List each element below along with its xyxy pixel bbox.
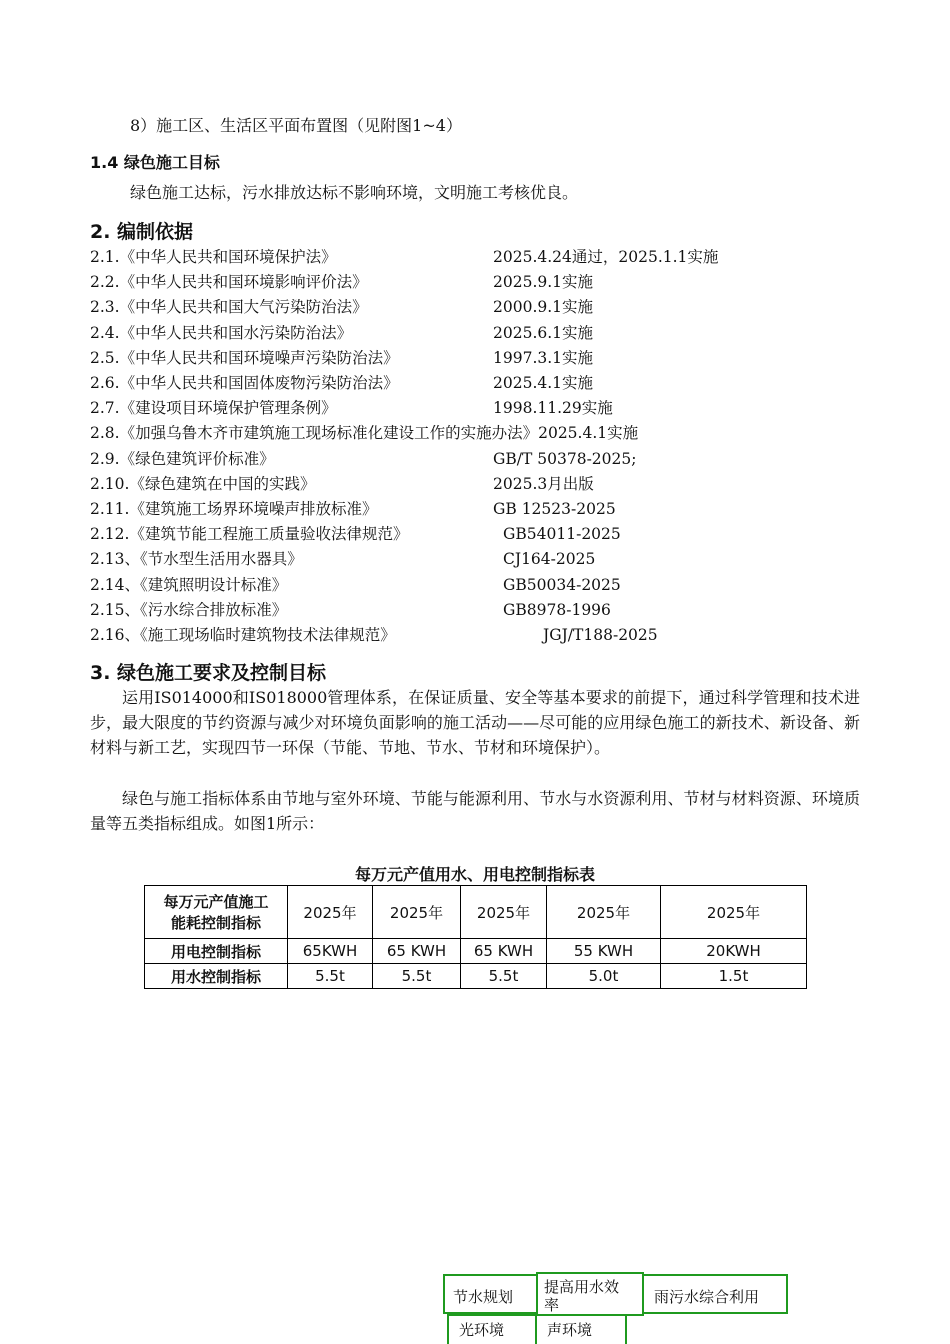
table-cell: 5.5t (461, 964, 547, 989)
reference-title: 《中华人民共和国环境保护法》 (119, 248, 337, 266)
table-cell: 65 KWH (373, 939, 461, 964)
reference-note: 2025.3月出版 (493, 475, 594, 493)
reference-title: 《节水型生活用水器具》 (140, 550, 303, 568)
diagram-box-label: 雨污水综合利用 (654, 1288, 760, 1306)
table-header-year: 2025年 (373, 886, 461, 939)
table-header-row (145, 886, 807, 939)
table-header-label-line2: 能耗控制指标 (170, 914, 261, 932)
reference-item (90, 573, 621, 598)
table-cell: 5.5t (288, 964, 373, 989)
reference-title: 《中华人民共和国环境影响评价法》 (119, 273, 368, 291)
reference-note: GB50034-2025 (503, 576, 621, 594)
reference-note: GB/T 50378-2025; (493, 450, 637, 468)
diagram-box-light (447, 1314, 539, 1344)
reference-number: 2.12. (90, 525, 130, 543)
reference-title: 《中华人民共和国大气污染防治法》 (119, 298, 368, 316)
reference-item (90, 623, 658, 648)
reference-title: 《建设项目环境保护管理条例》 (119, 399, 337, 417)
table-row-electricity (145, 939, 807, 964)
reference-note: 2025.4.24通过，2025.1.1实施 (493, 248, 719, 266)
diagram-box-efficiency (536, 1272, 644, 1316)
reference-number: 2.7. (90, 399, 120, 417)
reference-number: 2.1. (90, 248, 120, 266)
reference-item (90, 547, 596, 572)
reference-item (90, 522, 621, 547)
reference-title: 《绿色建筑评价标准》 (119, 450, 275, 468)
reference-note: JGJ/T188-2025 (543, 626, 658, 644)
reference-item (90, 421, 638, 446)
reference-note: GB 12523-2025 (493, 500, 616, 518)
reference-note: 2025.4.1实施 (493, 374, 594, 392)
table-header-year: 2025年 (661, 886, 807, 939)
table-row-label: 用水控制指标 (145, 964, 288, 989)
diagram-box-label: 光环境 (459, 1321, 505, 1339)
reference-number: 2.6. (90, 374, 120, 392)
reference-item (90, 321, 594, 346)
table-row-label: 用电控制指标 (145, 939, 288, 964)
reference-number: 2.2. (90, 273, 120, 291)
reference-number: 2.16、 (90, 626, 141, 644)
diagram-box-label: 声环境 (547, 1321, 593, 1339)
section-2-heading: 2. 编制依据 (90, 221, 194, 243)
intro-item: 8）施工区、生活区平面布置图（见附图1~4） (130, 116, 462, 135)
reference-note: 2000.9.1实施 (493, 298, 594, 316)
section-3-paragraph-1: 运用IS014000和IS018000管理体系，在保证质量、安全等基本要求的前提下，通过科学管理和技术进步，最大限度的节约资源与减少对环境负面影响的施工活动——尽可能的应用绿色施工的新技术、新设备、新材料与新工艺，实现四节一环保（节能、节地、节水、节材和环境保护）。 (90, 688, 860, 757)
reference-title: 《中华人民共和国水污染防治法》 (119, 324, 353, 342)
reference-note: GB54011-2025 (503, 525, 621, 543)
diagram-box-label: 节水规划 (453, 1288, 514, 1306)
reference-title: 《施工现场临时建筑物技术法律规范》 (140, 626, 396, 644)
diagram-box-sound (535, 1314, 627, 1344)
reference-note: 2025.9.1实施 (493, 273, 594, 291)
reference-title: 《绿色建筑在中国的实践》 (129, 475, 316, 493)
reference-number: 2.15、 (90, 601, 141, 619)
reference-number: 2.4. (90, 324, 120, 342)
reference-title: 《污水综合排放标准》 (140, 601, 288, 619)
index-table (144, 885, 807, 989)
reference-item (90, 270, 594, 295)
reference-title: 《建筑施工场界环境噪声排放标准》 (129, 500, 378, 518)
reference-number: 2.9. (90, 450, 120, 468)
table-cell: 1.5t (661, 964, 807, 989)
table-caption: 每万元产值用水、用电控制指标表 (354, 865, 595, 884)
reference-item (90, 346, 594, 371)
table-header-label (145, 886, 288, 939)
section-3-paragraph-2: 绿色与施工指标体系由节地与室外环境、节能与能源利用、节水与水资源利用、节材与材料资源、环境质量等五类指标组成。如图1所示： (90, 789, 860, 833)
table-cell: 5.5t (373, 964, 461, 989)
reference-note: 2025.4.1实施 (538, 424, 639, 442)
reference-title: 《建筑照明设计标准》 (140, 576, 288, 594)
section-1-4-text: 绿色施工达标，污水排放达标不影响环境，文明施工考核优良。 (130, 183, 579, 202)
reference-note: 1997.3.1实施 (493, 349, 594, 367)
reference-title: 《中华人民共和国固体废物污染防治法》 (119, 374, 399, 392)
reference-item (90, 295, 594, 320)
reference-item (90, 447, 637, 472)
table-header-year: 2025年 (547, 886, 661, 939)
reference-note: CJ164-2025 (503, 550, 596, 568)
diagram-box-rainwater (642, 1274, 788, 1314)
table-cell: 20KWH (661, 939, 807, 964)
reference-item (90, 371, 594, 396)
diagram-box-label: 率 (544, 1296, 560, 1314)
reference-title: 《加强乌鲁木齐市建筑施工现场标准化建设工作的实施办法》 (119, 424, 539, 442)
table-header-year: 2025年 (461, 886, 547, 939)
reference-item (90, 396, 613, 421)
table-header-year: 2025年 (288, 886, 373, 939)
reference-item (90, 497, 616, 522)
reference-number: 2.10. (90, 475, 130, 493)
diagram-box-water-plan (443, 1274, 540, 1314)
table-cell: 65KWH (288, 939, 373, 964)
section-1-4-heading: 1.4 绿色施工目标 (90, 153, 220, 172)
reference-number: 2.8. (90, 424, 120, 442)
reference-item (90, 472, 594, 497)
reference-item (90, 245, 719, 270)
reference-title: 《建筑节能工程施工质量验收法律规范》 (129, 525, 409, 543)
reference-number: 2.5. (90, 349, 120, 367)
section-3-heading: 3. 绿色施工要求及控制目标 (90, 662, 327, 684)
table-cell: 5.0t (547, 964, 661, 989)
table-row-water (145, 964, 807, 989)
reference-number: 2.11. (90, 500, 130, 518)
table-cell: 65 KWH (461, 939, 547, 964)
reference-number: 2.3. (90, 298, 120, 316)
reference-title: 《中华人民共和国环境噪声污染防治法》 (119, 349, 399, 367)
reference-note: GB8978-1996 (503, 601, 611, 619)
table-cell: 55 KWH (547, 939, 661, 964)
reference-note: 1998.11.29实施 (493, 399, 613, 417)
table-header-label-line1: 每万元产值施工 (163, 893, 269, 911)
diagram-box-label: 提高用水效 (544, 1278, 620, 1296)
reference-number: 2.13、 (90, 550, 141, 568)
reference-note: 2025.6.1实施 (493, 324, 594, 342)
reference-number: 2.14、 (90, 576, 141, 594)
reference-item (90, 598, 611, 623)
